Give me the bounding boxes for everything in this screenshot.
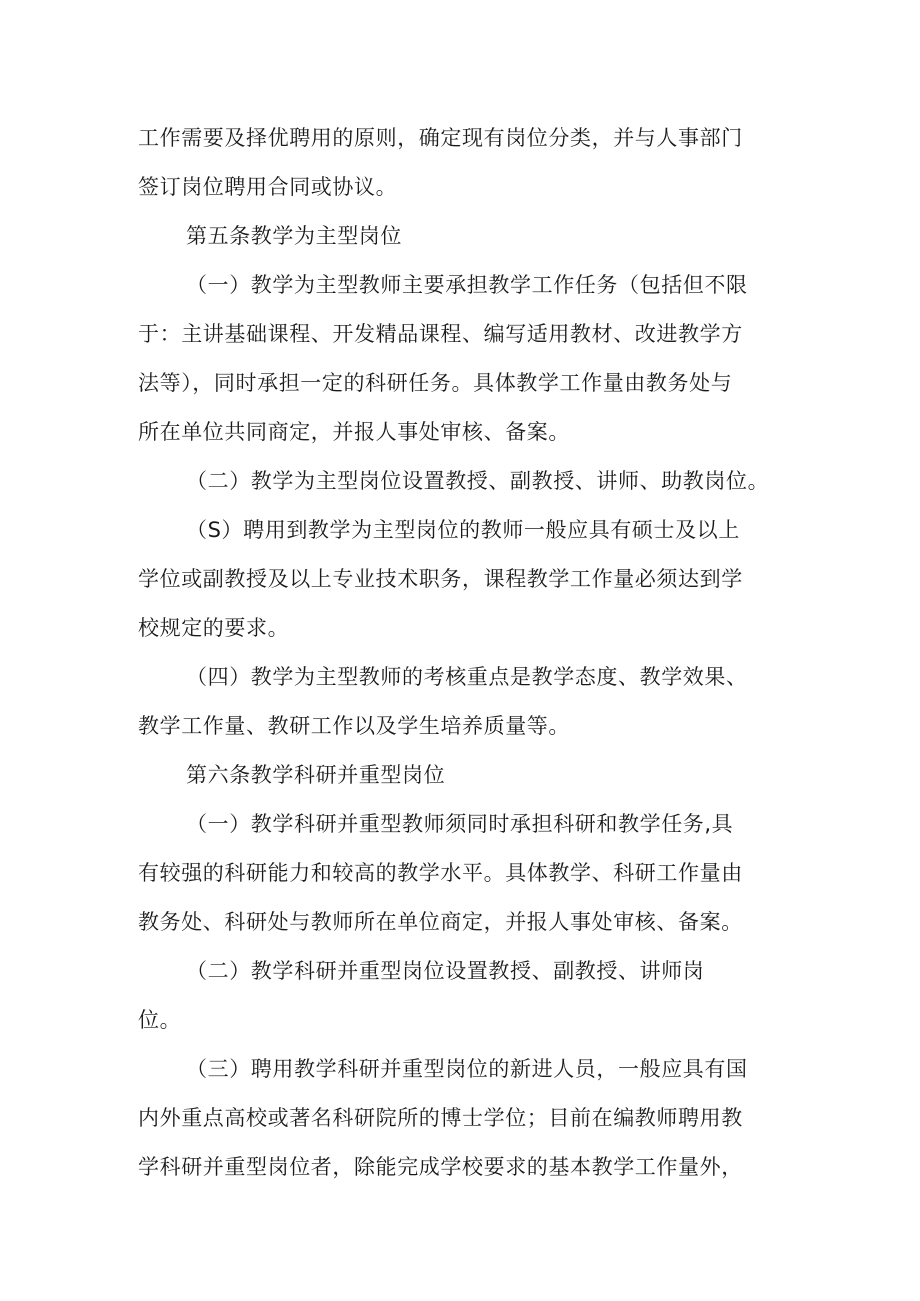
- text-line: 学科研并重型岗位者，除能完成学校要求的基本教学工作量外，: [138, 1155, 743, 1179]
- paragraph-start: （四）教学为主型教师的考核重点是教学态度、教学效果、: [186, 665, 748, 689]
- article-heading: 第五条教学为主型岗位: [186, 224, 402, 248]
- text-line: 工作需要及择优聘用的原则，确定现有岗位分类，并与人事部门: [138, 126, 743, 150]
- paragraph-start: （一）教学科研并重型教师须同时承担科研和教学任务,具: [186, 812, 734, 836]
- article-heading: 第六条教学科研并重型岗位: [186, 763, 446, 787]
- paragraph-start: （一）教学为主型教师主要承担教学工作任务（包括但不限: [186, 273, 748, 297]
- text-line: 教学工作量、教研工作以及学生培养质量等。: [138, 714, 570, 738]
- paragraph-start: （三）聘用教学科研并重型岗位的新进人员，一般应具有国: [186, 1057, 748, 1081]
- text-line: 法等），同时承担一定的科研任务。具体教学工作量由教务处与: [138, 371, 733, 395]
- text-line: 位。: [138, 1008, 182, 1032]
- text-line: 于：主讲基础课程、开发精品课程、编写适用教材、改进教学方: [138, 322, 743, 346]
- document-body: [138, 114, 800, 1192]
- text-line: 内外重点高校或著名科研院所的博士学位；目前在编教师聘用教: [138, 1106, 743, 1130]
- text-line: 学位或副教授及以上专业技术职务，课程教学工作量必须达到学: [138, 567, 743, 591]
- text-line: 签订岗位聘用合同或协议。: [138, 175, 398, 199]
- paragraph-start: （二）教学为主型岗位设置教授、副教授、讲师、助教岗位。: [186, 469, 770, 493]
- text-line: 校规定的要求。: [138, 616, 290, 640]
- text-line: 教务处、科研处与教师所在单位商定，并报人事处审核、备案。: [138, 910, 743, 934]
- text-line: 所在单位共同商定，并报人事处审核、备案。: [138, 420, 570, 444]
- paragraph-start: （二）教学科研并重型岗位设置教授、副教授、讲师岗: [186, 959, 705, 983]
- text-line: 有较强的科研能力和较高的教学水平。具体教学、科研工作量由: [138, 861, 743, 885]
- paragraph-start: （S）聘用到教学为主型岗位的教师一般应具有硕士及以上: [186, 518, 740, 542]
